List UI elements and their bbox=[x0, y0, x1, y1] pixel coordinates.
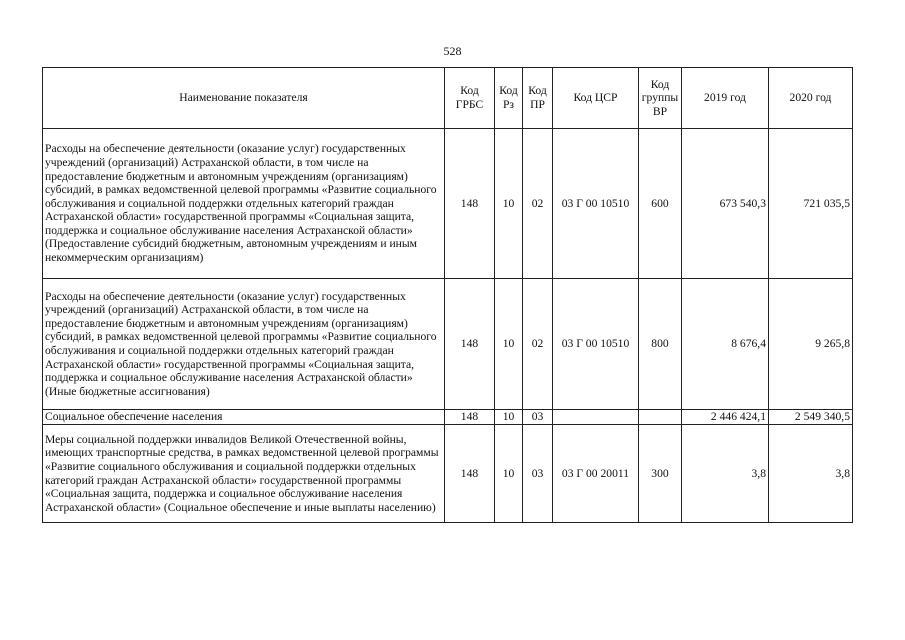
row-csr bbox=[553, 410, 639, 425]
row-2019: 8 676,4 bbox=[682, 279, 769, 410]
row-pr: 02 bbox=[523, 279, 553, 410]
row-vr: 300 bbox=[639, 425, 682, 523]
header-2019: 2019 год bbox=[682, 68, 769, 129]
header-vr: Код группы ВР bbox=[639, 68, 682, 129]
header-rz: Код Рз bbox=[495, 68, 523, 129]
header-pr: Код ПР bbox=[523, 68, 553, 129]
row-name: Социальное обеспечение населения bbox=[43, 410, 445, 425]
row-2020: 2 549 340,5 bbox=[769, 410, 853, 425]
row-grbs: 148 bbox=[445, 279, 495, 410]
row-2019: 3,8 bbox=[682, 425, 769, 523]
row-2019: 673 540,3 bbox=[682, 129, 769, 279]
table-row bbox=[43, 410, 853, 425]
header-csr: Код ЦСР bbox=[553, 68, 639, 129]
row-pr: 03 bbox=[523, 425, 553, 523]
row-grbs: 148 bbox=[445, 425, 495, 523]
row-pr: 02 bbox=[523, 129, 553, 279]
row-2020: 721 035,5 bbox=[769, 129, 853, 279]
row-name: Расходы на обеспечение деятельности (оказание услуг) государственных учреждений (организаций) Астраханской области, в том числе на предоставление бюджетным и автономным учреждениям (организациям) субсидий, в рамках ведомственной целевой программы «Развитие социального обслуживания и социальной поддержки отдельных категорий граждан Астраханской области» государственной программы «Социальная защита, поддержка и социальное обслуживание населения Астраханской области» (Предоставление субсидий бюджетным, автономным учреждениям и иным некоммерческим организациям) bbox=[43, 129, 445, 279]
table-row bbox=[43, 279, 853, 410]
header-grbs: Код ГРБС bbox=[445, 68, 495, 129]
header-name: Наименование показателя bbox=[43, 68, 445, 129]
row-vr: 600 bbox=[639, 129, 682, 279]
row-name: Расходы на обеспечение деятельности (оказание услуг) государственных учреждений (организаций) Астраханской области, в том числе на предоставление бюджетным и автономным учреждениям (организациям) субсидий, в рамках ведомственной целевой программы «Развитие социального обслуживания и социальной поддержки отдельных категорий граждан Астраханской области» государственной программы «Социальная защита, поддержка и социальное обслуживание населения Астраханской области» (Иные бюджетные ассигнования) bbox=[43, 279, 445, 410]
row-csr: 03 Г 00 10510 bbox=[553, 279, 639, 410]
row-name: Меры социальной поддержки инвалидов Великой Отечественной войны, имеющих транспортные средства, в рамках ведомственной целевой программы «Развитие социального обслуживания и социальной поддержки отдельных категорий граждан Астраханской области» государственной программы «Социальная защита, поддержка и социальное обслуживание населения Астраханской области» (Социальное обеспечение и иные выплаты населению) bbox=[43, 425, 445, 523]
page-number: 528 bbox=[443, 44, 462, 58]
row-vr bbox=[639, 410, 682, 425]
row-rz: 10 bbox=[495, 425, 523, 523]
row-grbs: 148 bbox=[445, 410, 495, 425]
table-row bbox=[43, 129, 853, 279]
header-2020: 2020 год bbox=[769, 68, 853, 129]
row-2019: 2 446 424,1 bbox=[682, 410, 769, 425]
row-rz: 10 bbox=[495, 129, 523, 279]
row-grbs: 148 bbox=[445, 129, 495, 279]
row-rz: 10 bbox=[495, 279, 523, 410]
row-csr: 03 Г 00 10510 bbox=[553, 129, 639, 279]
row-rz: 10 bbox=[495, 410, 523, 425]
row-pr: 03 bbox=[523, 410, 553, 425]
budget-table bbox=[42, 67, 853, 523]
row-2020: 3,8 bbox=[769, 425, 853, 523]
row-csr: 03 Г 00 20011 bbox=[553, 425, 639, 523]
table-header-row bbox=[43, 68, 853, 129]
row-2020: 9 265,8 bbox=[769, 279, 853, 410]
table-row bbox=[43, 425, 853, 523]
row-vr: 800 bbox=[639, 279, 682, 410]
